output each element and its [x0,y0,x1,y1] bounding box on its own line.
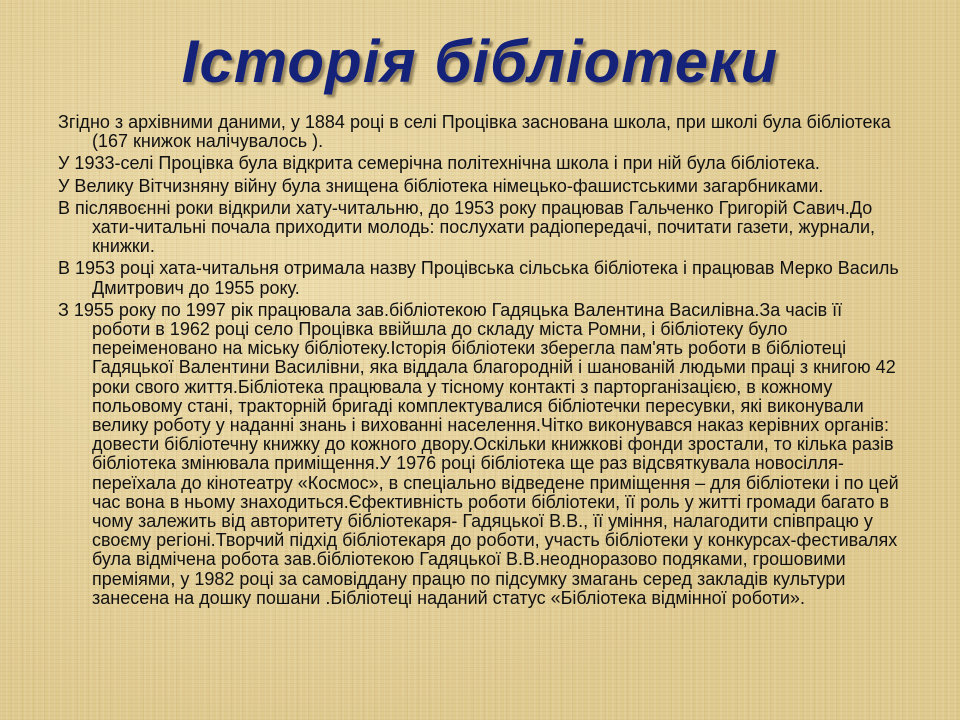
paragraph-1955-1997: З 1955 року по 1997 рік працювала зав.бібліотекою Гадяцька Валентина Василівна.За часів її роботи в 1962 році село Процівка ввійшла до складу міста Ромни, і бібліотеку було переіменовано на міську бібліотеку.Історія бібліотеки зберегла пам'ять роботи в бібліотеці Гадяцької Валентини Василівни, яка віддала благородній і шанованій людьми праці з книгою 42 роки свого життя.Бібліотека працювала у тісному контакті з парторганізацією, в кожному польовому стані, тракторній бригаді комплектувалися бібліотечки пересувки, які виконували велику роботу у наданні знань і вихованні населення.Чітко виконувався наказ керівних органів: довести бібліотечну книжку до кожного двору.Оскільки книжкові фонди зростали, то кілька разів бібліотека змінювала приміщення.У 1976 році бібліотека ще раз відсвяткувала новосілля-переїхала до кінотеатру «Космос», в спеціально відведене приміщення – для бібліотеки і по цей час вона в ньому знаходиться.Єфективність роботи бібліотеки, її роль у житті громади багато в чому залежить від авторитету бібліотекаря- Гадяцької В.В., її уміння, налагодити співпрацю у своєму регіоні.Творчий підхід бібліотекаря до роботи, участь бібліотеки у конкурсах-фестивалях була відмічена робота зав.бібліотекою Гадяцької В.В.неодноразово подяками, грошовими преміями, у 1982 році за самовіддану працю по підсумку змагань серед закладів культури занесена на дошку пошани .Бібліотеці наданий статус «Бібліотека відмінної роботи». [58,299,899,608]
paragraph-1953: В 1953 році хата-читальня отримала назву Процівська сільська бібліотека і працював Мерко Василь Дмитрович до 1955 року. [58,258,899,298]
paragraph-1884-school: Згідно з архівними даними, у 1884 році в селі Процівка заснована школа, при школі була бібліотека (167 книжок налічувалось ). [58,112,891,152]
paragraph-war: У Велику Вітчизняну війну була знищена бібліотека німецько-фашистськими загарбниками. [58,175,824,196]
paragraph-post-war: В післявоєнні роки відкрили хату-читальню, до 1953 року працював Гальченко Григорій Савич.До хати-читальні почала приходити молодь: послухати радіопередачі, почитати газети, журнали, книжки. [58,197,875,257]
slide-title: Історія бібліотеки [181,28,779,95]
slide-body [58,113,900,611]
paragraph-1933-school: У 1933-селі Процівка була відкрита семерічна політехнічна школа і при ній була бібліотека. [58,153,820,174]
